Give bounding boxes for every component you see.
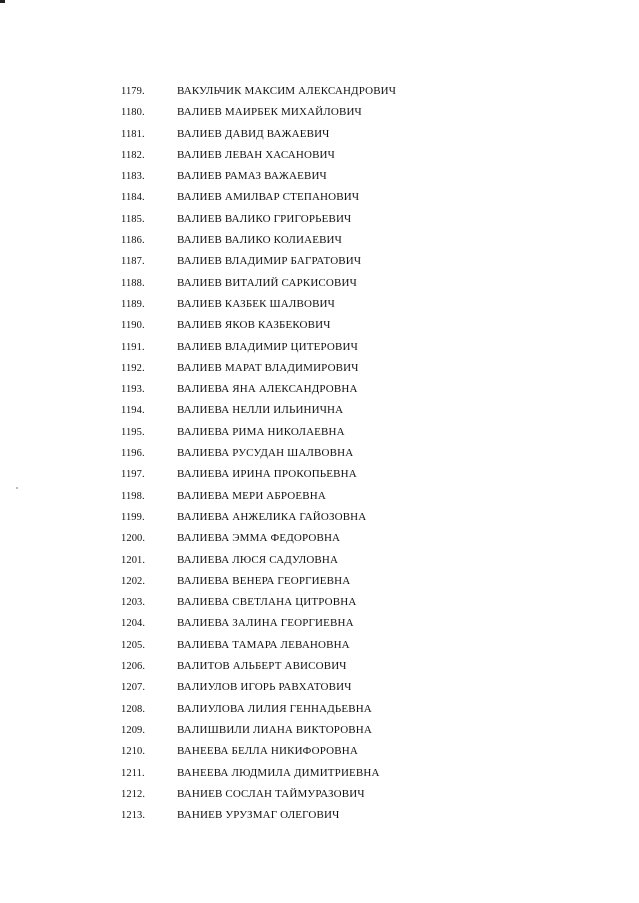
list-item [0,273,639,294]
entry-full-name: ВАЛИЕВ ВАЛИКО КОЛИАЕВИЧ [177,234,342,247]
entry-full-name: ВАЛИЕВА МЕРИ АБРОЕВНА [177,489,326,502]
list-item [0,550,639,571]
entry-number: 1198. [121,490,145,502]
entry-full-name: ВАЛИЕВА ИРИНА ПРОКОПЬЕВНА [177,468,357,481]
entry-number: 1204. [121,618,146,630]
entry-number: 1202. [121,575,146,587]
entry-full-name: ВАЛИЕВА АНЖЕЛИКА ГАЙОЗОВНА [177,510,367,523]
list-item [0,699,639,720]
entry-number: 1194. [121,405,145,417]
entry-number: 1181. [121,128,145,140]
list-item [0,613,639,634]
scan-corner-mark [0,0,5,3]
entry-full-name: ВАЛИЕВ ВАЛИКО ГРИГОРЬЕВИЧ [177,212,352,225]
list-item [0,720,639,741]
entry-full-name: ВАЛИТОВ АЛЬБЕРТ АВИСОВИЧ [177,660,347,673]
list-item [0,315,639,336]
entry-number: 1180. [121,107,145,119]
entry-number: 1195. [121,426,145,438]
entry-number: 1183. [121,171,145,183]
list-item [0,635,639,656]
entry-number: 1208. [121,703,146,715]
entry-full-name: ВАЛИЕВ АМИЛВАР СТЕПАНОВИЧ [177,191,360,204]
entry-number: 1199. [121,511,145,523]
list-item [0,784,639,805]
list-item [0,294,639,315]
entry-number: 1185. [121,213,145,225]
list-item [0,571,639,592]
entry-number: 1182. [121,149,145,161]
list-item [0,337,639,358]
entry-number: 1200. [121,533,146,545]
entry-number: 1186. [121,235,145,247]
list-item [0,145,639,166]
list-item [0,528,639,549]
list-item [0,677,639,698]
list-item [0,464,639,485]
entry-number: 1188. [121,277,145,289]
list-item [0,187,639,208]
list-item [0,443,639,464]
list-item [0,209,639,230]
entry-full-name: ВАНЕЕВА БЕЛЛА НИКИФОРОВНА [177,745,358,758]
entry-full-name: ВАЛИЕВ ВЛАДИМИР БАГРАТОВИЧ [177,255,362,268]
entry-full-name: ВАЛИЕВА ЗАЛИНА ГЕОРГИЕВНА [177,617,354,630]
entry-full-name: ВАЛИЕВ КАЗБЕК ШАЛВОВИЧ [177,297,335,310]
entry-full-name: ВАЛИУЛОВА ЛИЛИЯ ГЕННАДЬЕВНА [177,702,372,715]
entry-full-name: ВАЛИЕВА ВЕНЕРА ГЕОРГИЕВНА [177,574,351,587]
entry-full-name: ВАЛИЕВ ЯКОВ КАЗБЕКОВИЧ [177,319,331,332]
list-item [0,166,639,187]
entry-number: 1179. [121,86,145,97]
entry-full-name: ВАНЕЕВА ЛЮДМИЛА ДИМИТРИЕВНА [177,766,380,779]
list-item [0,400,639,421]
entry-number: 1192. [121,362,145,374]
list-item [0,486,639,507]
entry-full-name: ВАЛИЕВА ЭММА ФЕДОРОВНА [177,532,341,545]
list-item [0,507,639,528]
entry-full-name: ВАКУЛЬЧИК МАКСИМ АЛЕКСАНДРОВИЧ [177,85,397,97]
list-item [0,592,639,613]
entry-full-name: ВАЛИЕВ ВИТАЛИЙ САРКИСОВИЧ [177,276,357,289]
entry-number: 1196. [121,448,145,460]
entry-number: 1193. [121,384,145,396]
entry-full-name: ВАЛИЕВ ДАВИД ВАЖАЕВИЧ [177,127,330,140]
list-item [0,81,639,102]
entry-number: 1207. [121,682,146,694]
entry-full-name: ВАЛИЕВА РУСУДАН ШАЛВОВНА [177,447,354,460]
entry-full-name: ВАЛИУЛОВ ИГОРЬ РАВХАТОВИЧ [177,681,352,694]
entry-number: 1213. [121,810,146,822]
entry-full-name: ВАЛИЕВА ЯНА АЛЕКСАНДРОВНА [177,383,358,396]
entry-full-name: ВАНИЕВ УРУЗМАГ ОЛЕГОВИЧ [177,809,340,822]
list-item [0,251,639,272]
entry-number: 1184. [121,192,145,204]
entry-full-name: ВАНИЕВ СОСЛАН ТАЙМУРАЗОВИЧ [177,787,365,800]
entry-number: 1189. [121,298,145,310]
list-item [0,230,639,251]
entry-full-name: ВАЛИЕВА ЛЮСЯ САДУЛОВНА [177,553,339,566]
list-item [0,656,639,677]
list-item [0,102,639,123]
entry-full-name: ВАЛИШВИЛИ ЛИАНА ВИКТОРОВНА [177,723,372,736]
names-list [0,81,639,826]
list-item [0,422,639,443]
list-item [0,805,639,826]
entry-number: 1211. [121,767,145,779]
list-item [0,763,639,784]
entry-number: 1187. [121,256,145,268]
entry-full-name: ВАЛИЕВ ВЛАДИМИР ЦИТЕРОВИЧ [177,340,358,353]
entry-full-name: ВАЛИЕВА СВЕТЛАНА ЦИТРОВНА [177,596,357,609]
entry-number: 1201. [121,554,146,566]
list-item [0,124,639,145]
list-item [0,741,639,762]
entry-full-name: ВАЛИЕВ РАМАЗ ВАЖАЕВИЧ [177,170,327,183]
entry-number: 1203. [121,597,146,609]
entry-number: 1212. [121,788,146,800]
entry-full-name: ВАЛИЕВА НЕЛЛИ ИЛЬИНИЧНА [177,404,344,417]
entry-full-name: ВАЛИЕВА РИМА НИКОЛАЕВНА [177,425,345,438]
entry-full-name: ВАЛИЕВА ТАМАРА ЛЕВАНОВНА [177,638,350,651]
entry-number: 1191. [121,341,145,353]
entry-number: 1190. [121,320,145,332]
entry-full-name: ВАЛИЕВ МАИРБЕК МИХАЙЛОВИЧ [177,106,362,119]
list-item [0,379,639,400]
entry-number: 1209. [121,724,146,736]
list-item [0,358,639,379]
entry-full-name: ВАЛИЕВ МАРАТ ВЛАДИМИРОВИЧ [177,361,359,374]
entry-number: 1206. [121,661,146,673]
entry-full-name: ВАЛИЕВ ЛЕВАН ХАСАНОВИЧ [177,148,335,161]
entry-number: 1197. [121,469,145,481]
entry-number: 1210. [121,746,146,758]
entry-number: 1205. [121,639,146,651]
